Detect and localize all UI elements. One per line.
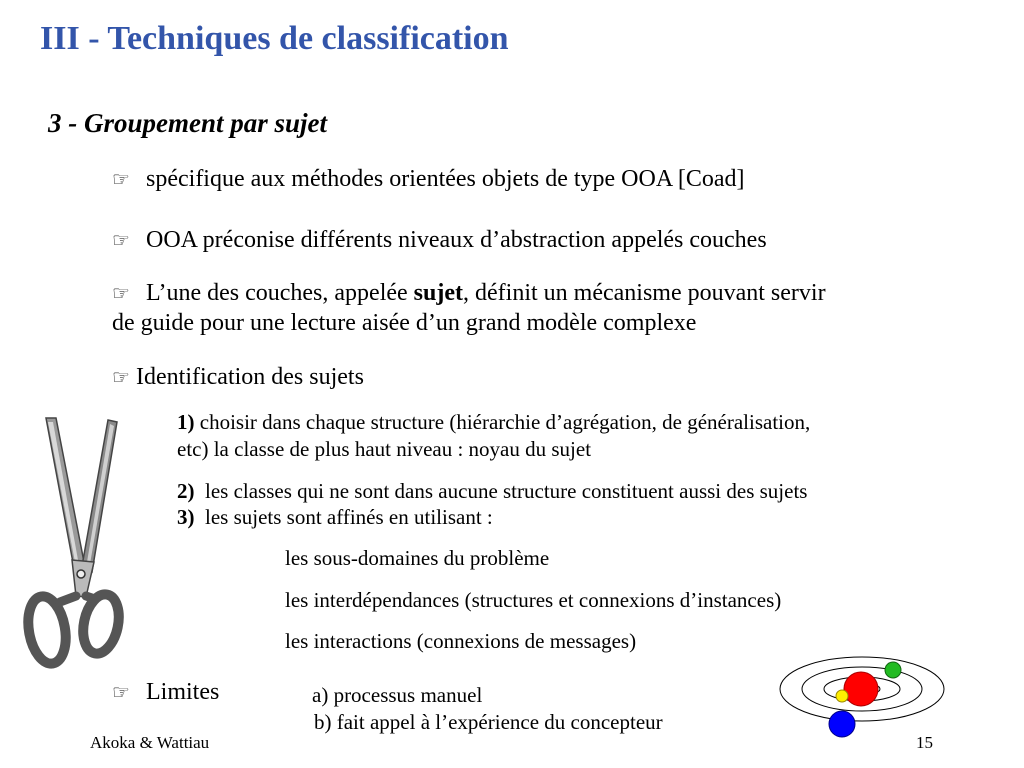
bullet-3-keyword: sujet [413,280,463,306]
orbit-diagram-icon [775,650,950,745]
bullet-4-text: Identification des sujets [136,364,364,390]
step-1-text: choisir dans chaque structure (hiérarchie d’agrégation, de généralisation, [194,410,811,434]
scissors-icon [20,412,130,672]
bullet-1-text: spécifique aux méthodes orientées objets de type OOA [Coad] [146,166,745,192]
refinement-item: les sous-domaines du problème [285,546,550,570]
limits-label: Limites [146,679,220,705]
step-2-number: 2) [177,479,195,503]
section-subtitle: 3 - Groupement par sujet [48,108,328,138]
pointing-hand-icon: ☞ [112,283,130,305]
bullet-1 [112,166,745,193]
step-3-text: les sujets sont affinés en utilisant : [205,505,493,529]
bullet-3-text-post: , définit un mécanisme pouvant servir [463,280,826,306]
step-1-line-2: etc) la classe de plus haut niveau : noyau du sujet [177,437,592,461]
bullet-3-text-pre: L’une des couches, appelée [146,280,414,306]
pointing-hand-icon: ☞ [112,230,130,252]
footer-authors: Akoka & Wattiau [90,733,210,752]
pointing-hand-icon: ☞ [112,367,130,389]
step-2 [177,479,807,504]
limits-bullet [112,679,219,706]
bullet-3 [112,280,826,307]
pointing-hand-icon: ☞ [112,682,130,704]
step-1-number: 1) [177,410,195,434]
bullet-2-text: OOA préconise différents niveaux d’abstraction appelés couches [146,227,767,253]
refinement-item: les interactions (connexions de messages) [285,629,637,653]
bullet-4 [112,364,364,391]
pointing-hand-icon: ☞ [112,169,130,191]
step-3 [177,505,493,530]
limit-a: a) processus manuel [312,683,483,707]
limit-b: b) fait appel à l’expérience du concepteur [314,710,663,734]
page-number: 15 [916,733,933,752]
bullet-2 [112,227,767,254]
page-title: III - Techniques de classification [40,20,509,57]
step-1 [177,410,810,435]
bullet-3-line-2: de guide pour une lecture aisée d’un grand modèle complexe [112,310,697,336]
refinement-item: les interdépendances (structures et connexions d’instances) [285,588,782,612]
step-3-number: 3) [177,505,195,529]
step-2-text: les classes qui ne sont dans aucune structure constituent aussi des sujets [205,479,808,503]
